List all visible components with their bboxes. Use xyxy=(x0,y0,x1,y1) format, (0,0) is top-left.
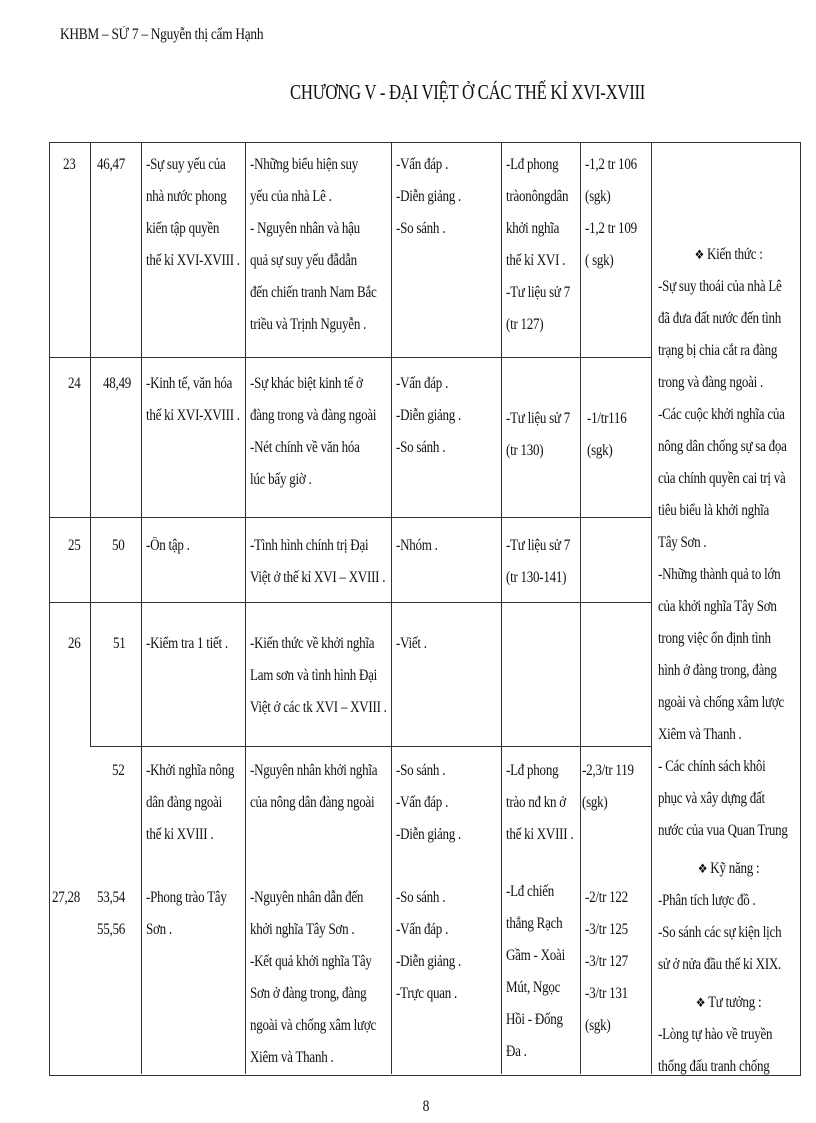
grid-line xyxy=(49,602,651,603)
cell-stt: 27,28 xyxy=(52,889,81,906)
tutuong-text: -Lòng tự hào về truyền thống đấu tranh chống xyxy=(658,1026,773,1075)
cell-phuongphap: -Vấn đáp . -Diễn giảng . -So sánh . xyxy=(396,156,462,237)
cell-noidung: -Những biểu hiện suy yếu của nhà Lê . - Nguyên nhân và hậu quả sự suy yếu đẫdẫn đến chiến tranh Nam Bắc triều và Trịnh Nguyễn . xyxy=(250,156,377,333)
cell-tiet: 50 xyxy=(112,537,125,554)
kynang-text: -Phân tích lược đồ . -So sánh các sự kiện lịch sử ở nửa đầu thế kỉ XIX. xyxy=(658,892,782,973)
cell-dodung: -Tư liệu sử 7 (tr 130-141) xyxy=(506,537,570,586)
cell-phuongphap: -So sánh . -Vấn đáp . -Diễn giảng . xyxy=(396,762,462,843)
cell-baitap: -1,2 tr 106 (sgk) -1,2 tr 109 ( sgk) xyxy=(585,156,637,269)
document-header: KHBM – SỬ 7 – Nguyễn thị cẩm Hạnh xyxy=(60,26,264,43)
grid-line xyxy=(49,517,651,518)
cell-noidung: -Kiến thức về khởi nghĩa Lam sơn và tình hình Đại Việt ở các tk XVI – XVIII . xyxy=(250,635,387,716)
cell-bai: -Khởi nghĩa nông dân đàng ngoài thế kỉ XVIII . xyxy=(146,762,235,843)
grid-line xyxy=(651,142,652,1074)
page-number: 8 xyxy=(422,1098,430,1115)
cell-stt: 26 xyxy=(68,635,81,652)
tutuong-heading: ❖ Tư tưởng : xyxy=(695,994,762,1011)
cell-stt: 25 xyxy=(68,537,81,554)
cell-tiet: 51 xyxy=(113,635,126,652)
cell-tiet: 46,47 xyxy=(97,156,126,173)
kynang-heading: ❖ Kỹ năng : xyxy=(697,860,760,877)
cell-noidung: -Tình hình chính trị Đại Việt ở thế kỉ XVI – XVIII . xyxy=(250,537,386,586)
cell-phuongphap: -Nhóm . xyxy=(396,537,438,554)
grid-line xyxy=(501,142,502,1074)
cell-stt: 24 xyxy=(68,375,81,392)
objectives-column xyxy=(658,175,799,1115)
diamond-bullet-icon: ❖ xyxy=(697,861,708,876)
cell-baitap: -2/tr 122 -3/tr 125 -3/tr 127 -3/tr 131 (sgk) xyxy=(585,889,628,1034)
cell-tiet: 52 xyxy=(112,762,125,779)
kienthuc-heading: ❖ Kiến thức : xyxy=(694,246,763,263)
cell-bai: -Kiểm tra 1 tiết . xyxy=(146,635,228,652)
diamond-bullet-icon: ❖ xyxy=(695,995,706,1010)
cell-noidung: -Nguyên nhân dẫn đến khởi nghĩa Tây Sơn . -Kết quả khởi nghĩa Tây Sơn ở đàng trong, đàng ngoài và chống xâm lược Xiêm và Thanh . xyxy=(250,889,377,1066)
cell-bai: -Kinh tế, văn hóa thế kỉ XVI-XVIII . xyxy=(146,375,240,424)
grid-line xyxy=(141,142,142,1074)
cell-phuongphap: -Vấn đáp . -Diễn giảng . -So sánh . xyxy=(396,375,462,456)
cell-tiet: 48,49 xyxy=(103,375,132,392)
cell-dodung: -Lđ chiến thắng Rạch Gầm - Xoài Mút, Ngọc Hồi - Đống Đa . xyxy=(506,883,565,1060)
cell-dodung: -Tư liệu sử 7 (tr 130) xyxy=(506,410,570,459)
cell-bai: -Phong trào Tây Sơn . xyxy=(146,889,227,938)
cell-bai: -Ôn tập . xyxy=(146,537,190,554)
cell-tiet: 53,54 55,56 xyxy=(97,889,126,938)
grid-line xyxy=(90,746,651,747)
diamond-bullet-icon: ❖ xyxy=(694,247,705,262)
cell-stt: 23 xyxy=(63,156,76,173)
cell-noidung: -Sự khác biệt kinh tế ở đàng trong và đàng ngoài -Nét chính về văn hóa lúc bấy giờ . xyxy=(250,375,377,488)
cell-baitap: -1/tr116 (sgk) xyxy=(587,410,627,459)
cell-noidung: -Nguyên nhân khởi nghĩa của nông dân đàng ngoài xyxy=(250,762,378,811)
grid-line xyxy=(245,142,246,1074)
cell-phuongphap: -Viết . xyxy=(396,635,427,652)
grid-line xyxy=(49,357,651,358)
chapter-title: CHƯƠNG V - ĐẠI VIỆT Ở CÁC THẾ KỈ XVI-XVIII xyxy=(290,80,646,104)
cell-dodung: -Lđ phong tràonôngdân khởi nghĩa thế kỉ XVI . -Tư liệu sử 7 (tr 127) xyxy=(506,156,570,333)
cell-dodung: -Lđ phong trào nđ kn ở thế kỉ XVIII . xyxy=(506,762,574,843)
grid-line xyxy=(580,142,581,1074)
cell-baitap: -2,3/tr 119 (sgk) xyxy=(582,762,634,811)
grid-line xyxy=(90,142,91,746)
cell-bai: -Sự suy yếu của nhà nước phong kiến tập quyền thế kỉ XVI-XVIII . xyxy=(146,156,240,269)
grid-line xyxy=(391,142,392,1074)
kienthuc-text: -Sự suy thoái của nhà Lê đã đưa đất nước đến tình trạng bị chia cắt ra đàng trong và đàng ngoài . -Các cuộc khởi nghĩa của nông dân chống sự sa đọa của chính quyền cai trị và tiêu biểu là khởi nghĩa Tây Sơn . -Những thành quả to lớn của khởi nghĩa Tây Sơn trong việc ổn định tình hình ở đàng trong, đàng ngoài và chống xâm lược Xiêm và Thanh . - Các chính sách khôi phục và xây dựng đất nước của vua Quan Trung xyxy=(658,278,788,839)
cell-phuongphap: -So sánh . -Vấn đáp . -Diễn giảng . -Trực quan . xyxy=(396,889,462,1002)
